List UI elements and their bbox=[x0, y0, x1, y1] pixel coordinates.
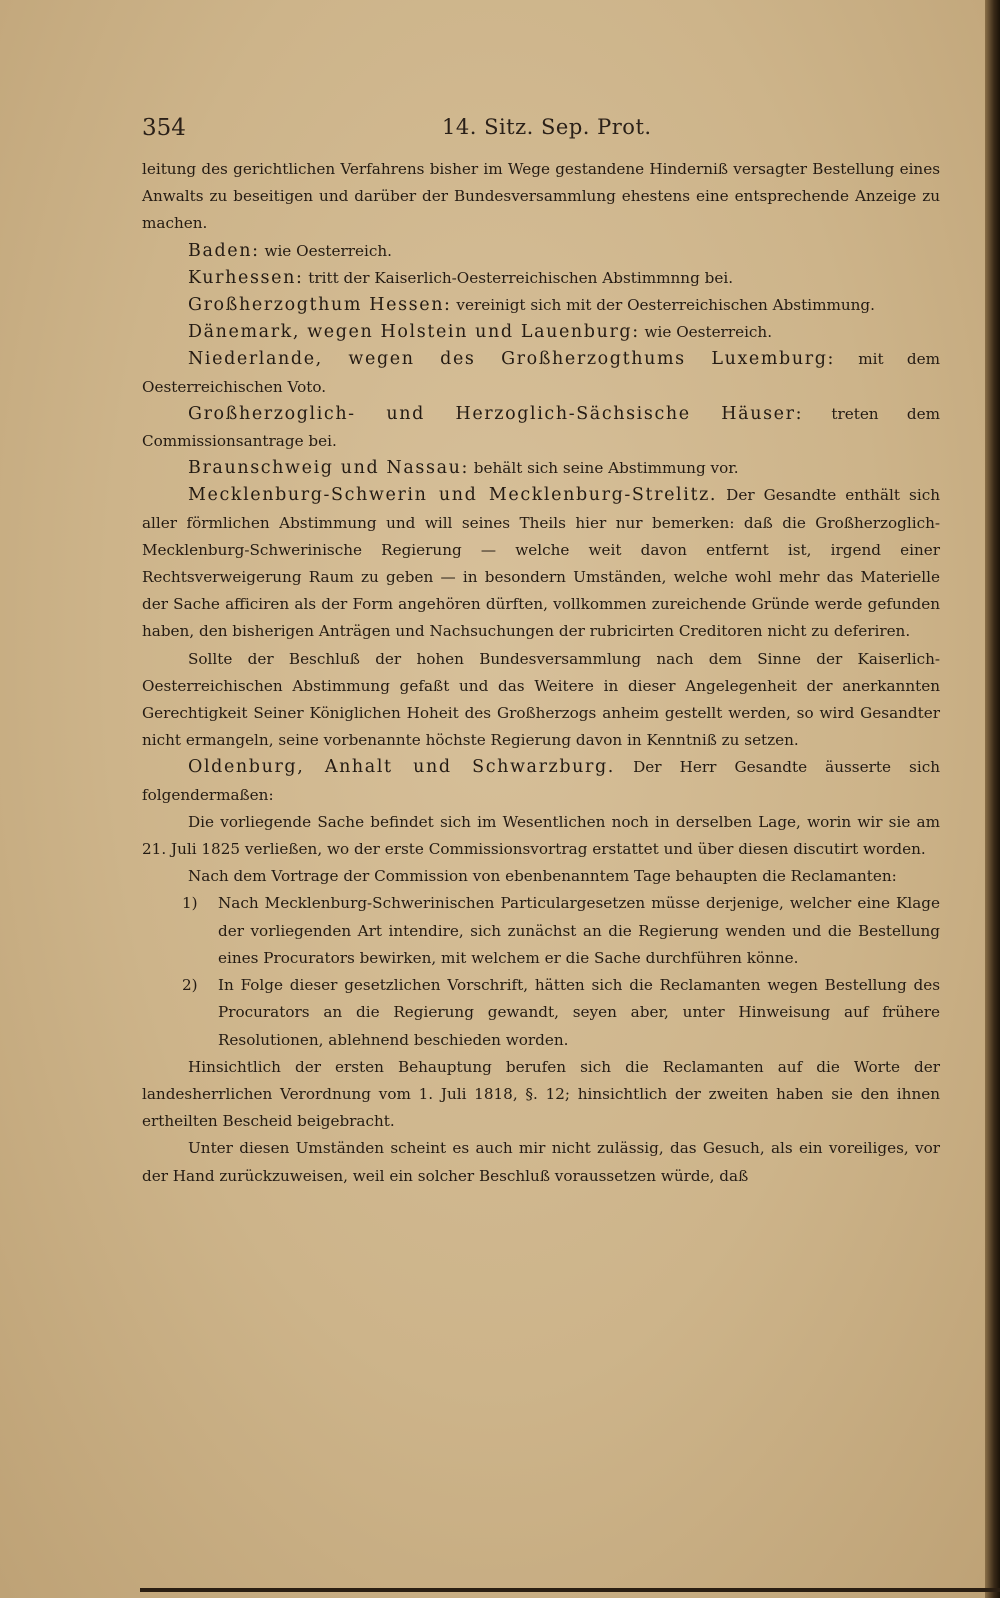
vote-saechsische-haeuser: Großherzoglich- und Herzoglich-Sächsische Häuser: treten dem Commissionsantrage bei. bbox=[142, 403, 940, 451]
state-name: Dänemark, wegen Holstein und Lauenburg: bbox=[188, 322, 640, 343]
list-item: 2) In Folge dieser gesetzlichen Vorschrift, hätten sich die Reclamanten wegen Bestellung des Procurators an die Regierung gewandt, seyen aber, unter Hinweisung auf frühere Resolutionen, ablehnend beschieden worden. bbox=[142, 972, 940, 1054]
list-number: 2) bbox=[182, 976, 198, 995]
list-number: 1) bbox=[182, 894, 198, 913]
page-binding-edge bbox=[985, 0, 1000, 1598]
paragraph: Hinsichtlich der ersten Behauptung berufen sich die Reclamanten auf die Worte der landesherrlichen Verordnung vom 1. Juli 1818, §. 12; hinsichtlich der zweiten haben sie den ihnen ertheilten Bescheid beigebracht. bbox=[142, 1057, 940, 1131]
vote-niederlande: Niederlande, wegen des Großherzogthums Luxemburg: mit dem Oesterreichischen Voto. bbox=[142, 349, 940, 396]
vote-baden: Baden: wie Oesterreich. bbox=[188, 240, 392, 261]
state-name: Niederlande, wegen des Großherzogthums Luxemburg: bbox=[188, 349, 835, 370]
running-title: 14. Sitz. Sep. Prot. bbox=[442, 115, 652, 139]
page-body bbox=[142, 156, 940, 1190]
vote-oldenburg: Oldenburg, Anhalt und Schwarzburg. Der Herr Gesandte äusserte sich folgendermaßen: bbox=[142, 757, 940, 804]
page-number: 354 bbox=[142, 115, 186, 141]
vote-hessen: Großherzogthum Hessen: vereinigt sich mit der Oesterreichischen Abstimmung. bbox=[188, 295, 875, 316]
state-name: Mecklenburg-Schwerin und Mecklenburg-Strelitz. bbox=[188, 485, 718, 506]
state-name: Baden: bbox=[188, 240, 260, 261]
state-name: Oldenburg, Anhalt und Schwarzburg. bbox=[188, 757, 615, 778]
state-name: Braunschweig und Nassau: bbox=[188, 458, 469, 479]
vote-kurhessen: Kurhessen: tritt der Kaiserlich-Oesterreichischen Abstimmnng bei. bbox=[188, 267, 734, 288]
paragraph: leitung des gerichtlichen Verfahrens bisher im Wege gestandene Hinderniß versagter Bestellung eines Anwalts zu beseitigen und darüber der Bundesversammlung ehestens eine entsprechende Anzeige zu machen. bbox=[142, 160, 940, 233]
paragraph: Sollte der Beschluß der hohen Bundesversammlung nach dem Sinne der Kaiserlich-Oesterreichischen Abstimmung gefaßt und das Weitere in dieser Angelegenheit der anerkannten Gerechtigkeit Seiner Königlichen Hoheit des Großherzogs anheim gestellt werden, so wird Gesandter nicht ermangeln, seine vorbenannte höchste Regierung davon in Kenntniß zu setzen. bbox=[142, 649, 940, 750]
page-header bbox=[142, 115, 922, 151]
paragraph: Die vorliegende Sache befindet sich im Wesentlichen noch in derselben Lage, worin wir sie am 21. Juli 1825 verließen, wo der erste Commissionsvortrag erstattet und über diesen discutirt worden. bbox=[142, 812, 940, 859]
paragraph: Unter diesen Umständen scheint es auch mir nicht zulässig, das Gesuch, als ein voreiliges, vor der Hand zurückzuweisen, weil ein solcher Beschluß voraussetzen würde, daß bbox=[142, 1139, 940, 1185]
vote-mecklenburg: Mecklenburg-Schwerin und Mecklenburg-Strelitz. Der Gesandte enthält sich aller förmlichen Abstimmung und will seines Theils hier nur bemerken: daß die Großherzoglich-Mecklenburg-Schwerinische Regierung — welche weit davon entfernt ist, irgend einer Rechtsverweigerung Raum zu geben — in besondern Umständen, welche wohl mehr das Materielle der Sache afficiren als der Form angehören dürften, vollkommen zureichende Gründe werde gefunden haben, den bisherigen Anträgen und Nachsuchungen der rubricirten Creditoren nicht zu deferiren. bbox=[142, 485, 940, 641]
state-name: Großherzogthum Hessen: bbox=[188, 295, 452, 316]
bottom-rule bbox=[140, 1588, 1000, 1592]
list-item: 1) Nach Mecklenburg-Schwerinischen Particulargesetzen müsse derjenige, welcher eine Klage der vorliegenden Art intendire, sich zunächst an die Regierung wenden und die Bestellung eines Procurators bewirken, mit welchem er die Sache durchführen könne. bbox=[142, 890, 940, 972]
vote-daenemark: Dänemark, wegen Holstein und Lauenburg: wie Oesterreich. bbox=[188, 322, 773, 343]
state-name: Kurhessen: bbox=[188, 267, 304, 288]
paragraph: Nach dem Vortrage der Commission von ebenbenanntem Tage behaupten die Reclamanten: bbox=[188, 867, 897, 886]
vote-braunschweig-nassau: Braunschweig und Nassau: behält sich seine Abstimmung vor. bbox=[188, 458, 739, 479]
state-name: Großherzoglich- und Herzoglich-Sächsische Häuser: bbox=[188, 403, 804, 424]
